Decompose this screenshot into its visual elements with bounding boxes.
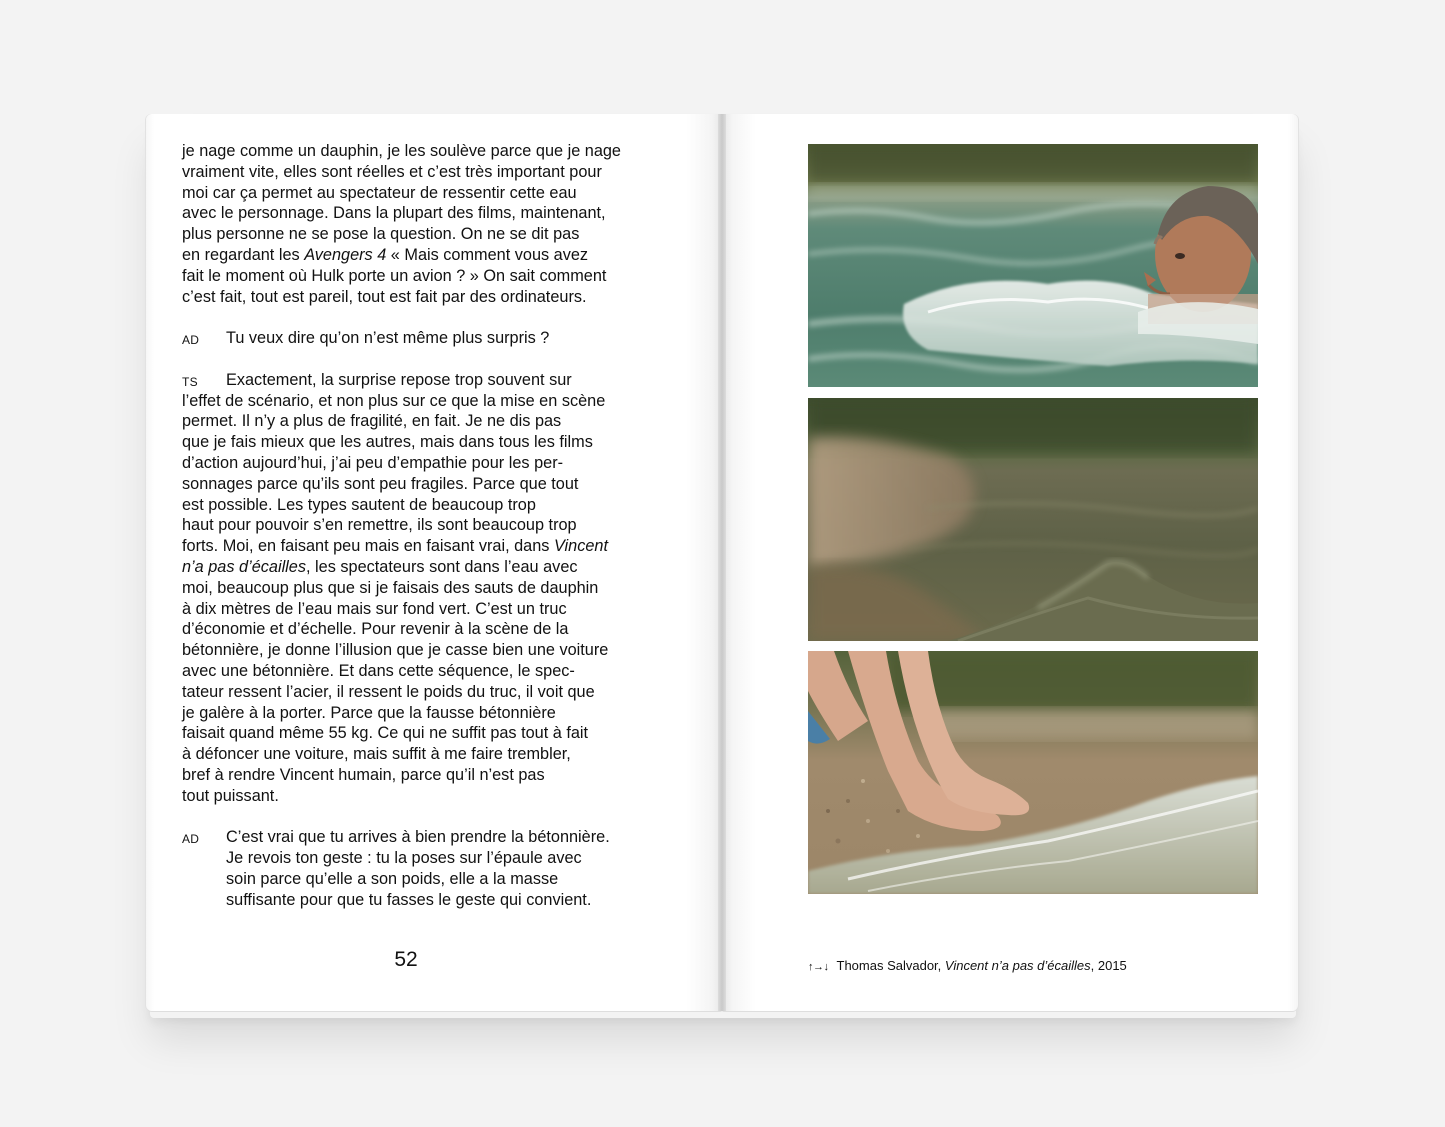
text-line	[182, 245, 634, 266]
text-line: soin parce qu’elle a son poids, elle a la masse	[226, 869, 559, 888]
text-line: suffisante pour que tu fasses le geste qui convient.	[226, 890, 592, 909]
exchange-ad-1	[182, 328, 634, 349]
text-line: je galère à la porter. Parce que la fausse bétonnière	[182, 703, 556, 722]
text-line: bref à rendre Vincent humain, parce qu’il n’est pas	[182, 765, 545, 784]
text-line: plus personne ne se pose la question. On ne se dit pas	[182, 225, 580, 244]
speaker-tag: TS	[182, 374, 198, 389]
exchange-ts	[182, 370, 634, 807]
film-title-italic: Vincent	[553, 537, 608, 556]
text-line: Je revois ton geste : tu la poses sur l’épaule avec	[226, 849, 582, 868]
text-line: tateur ressent l’acier, il ressent le poids du truc, il voit que	[182, 682, 595, 701]
speaker-text	[182, 370, 634, 807]
speaker-text	[182, 328, 634, 349]
photo-feet-image	[808, 651, 1258, 894]
interview-text	[182, 141, 634, 931]
text-line: faisait quand même 55 kg. Ce qui ne suffit pas tout à fait	[182, 724, 589, 743]
text-line: Tu veux dire qu’on n’est même plus surpris ?	[226, 329, 550, 348]
text-line: tout puissant.	[182, 786, 279, 805]
caption-year: , 2015	[1090, 958, 1127, 973]
text-line	[182, 536, 634, 557]
text-line: avec une bétonnière. Et dans cette séquence, le spec-	[182, 661, 575, 680]
photo-caption	[808, 958, 1127, 973]
text-line: moi car ça permet au spectateur de ressentir cette eau	[182, 183, 577, 202]
text-line: l’effet de scénario, et non plus sur ce que la mise en scène	[182, 391, 606, 410]
text-line: avec le personnage. Dans la plupart des films, maintenant,	[182, 204, 606, 223]
arrows-icon: ↑→↓	[808, 961, 829, 973]
photo-feet	[808, 651, 1258, 894]
text-line: C’est vrai que tu arrives à bien prendre la bétonnière.	[226, 828, 610, 847]
opening-paragraph	[182, 141, 634, 307]
speaker-tag: AD	[182, 832, 200, 847]
text-line: Exactement, la surprise repose trop souvent sur	[226, 370, 572, 389]
book-gutter	[718, 114, 726, 1011]
text-line: est possible. Les types sautent de beaucoup trop	[182, 495, 536, 514]
speaker-tag: AD	[182, 333, 200, 348]
text-fragment: , les spectateurs sont dans l’eau avec	[306, 557, 578, 576]
caption-film-title: Vincent n’a pas d’écailles	[944, 958, 1091, 973]
text-line: bétonnière, je donne l’illusion que je casse bien une voiture	[182, 641, 609, 660]
text-line	[182, 557, 634, 578]
caption-author: Thomas Salvador,	[836, 958, 945, 973]
text-fragment: en regardant les	[182, 245, 305, 264]
text-fragment: « Mais comment vous avez	[386, 245, 589, 264]
text-line: d’action aujourd’hui, j’ai peu d’empathie pour les per-	[182, 453, 564, 472]
text-line: permet. Il n’y a plus de fragilité, en fait. Je ne dis pas	[182, 412, 562, 431]
photo-swimmer-image	[808, 144, 1258, 387]
photo-wave-image	[808, 398, 1258, 641]
text-line: je nage comme un dauphin, je les soulève parce que je nage	[182, 142, 621, 160]
text-line: fait le moment où Hulk porte un avion ? » On sait comment	[182, 266, 607, 285]
text-line: sonnages parce qu’ils sont peu fragiles. Parce que tout	[182, 474, 579, 493]
photo-wave	[808, 398, 1258, 641]
text-line: que je fais mieux que les autres, mais dans tous les films	[182, 433, 593, 452]
exchange-ad-2	[182, 827, 634, 910]
text-line: moi, beaucoup plus que si je faisais des sauts de dauphin	[182, 578, 599, 597]
page-number: 52	[394, 948, 418, 971]
text-fragment: forts. Moi, en faisant peu mais en faisant vrai, dans	[182, 537, 554, 556]
film-title-italic: Avengers 4	[304, 245, 387, 264]
text-line: vraiment vite, elles sont réelles et c’est très important pour	[182, 162, 602, 181]
text-line: haut pour pouvoir s’en remettre, ils sont beaucoup trop	[182, 516, 577, 535]
text-line: à défoncer une voiture, mais suffit à me faire trembler,	[182, 745, 571, 764]
text-line: à dix mètres de l’eau mais sur fond vert. C’est un truc	[182, 599, 567, 618]
film-title-italic: n’a pas d’écailles	[182, 557, 306, 576]
text-line: d’économie et d’échelle. Pour revenir à la scène de la	[182, 620, 569, 639]
text-line: c’est fait, tout est pareil, tout est fait par des ordinateurs.	[182, 287, 587, 306]
speaker-text	[182, 827, 634, 910]
photo-swimmer	[808, 144, 1258, 387]
